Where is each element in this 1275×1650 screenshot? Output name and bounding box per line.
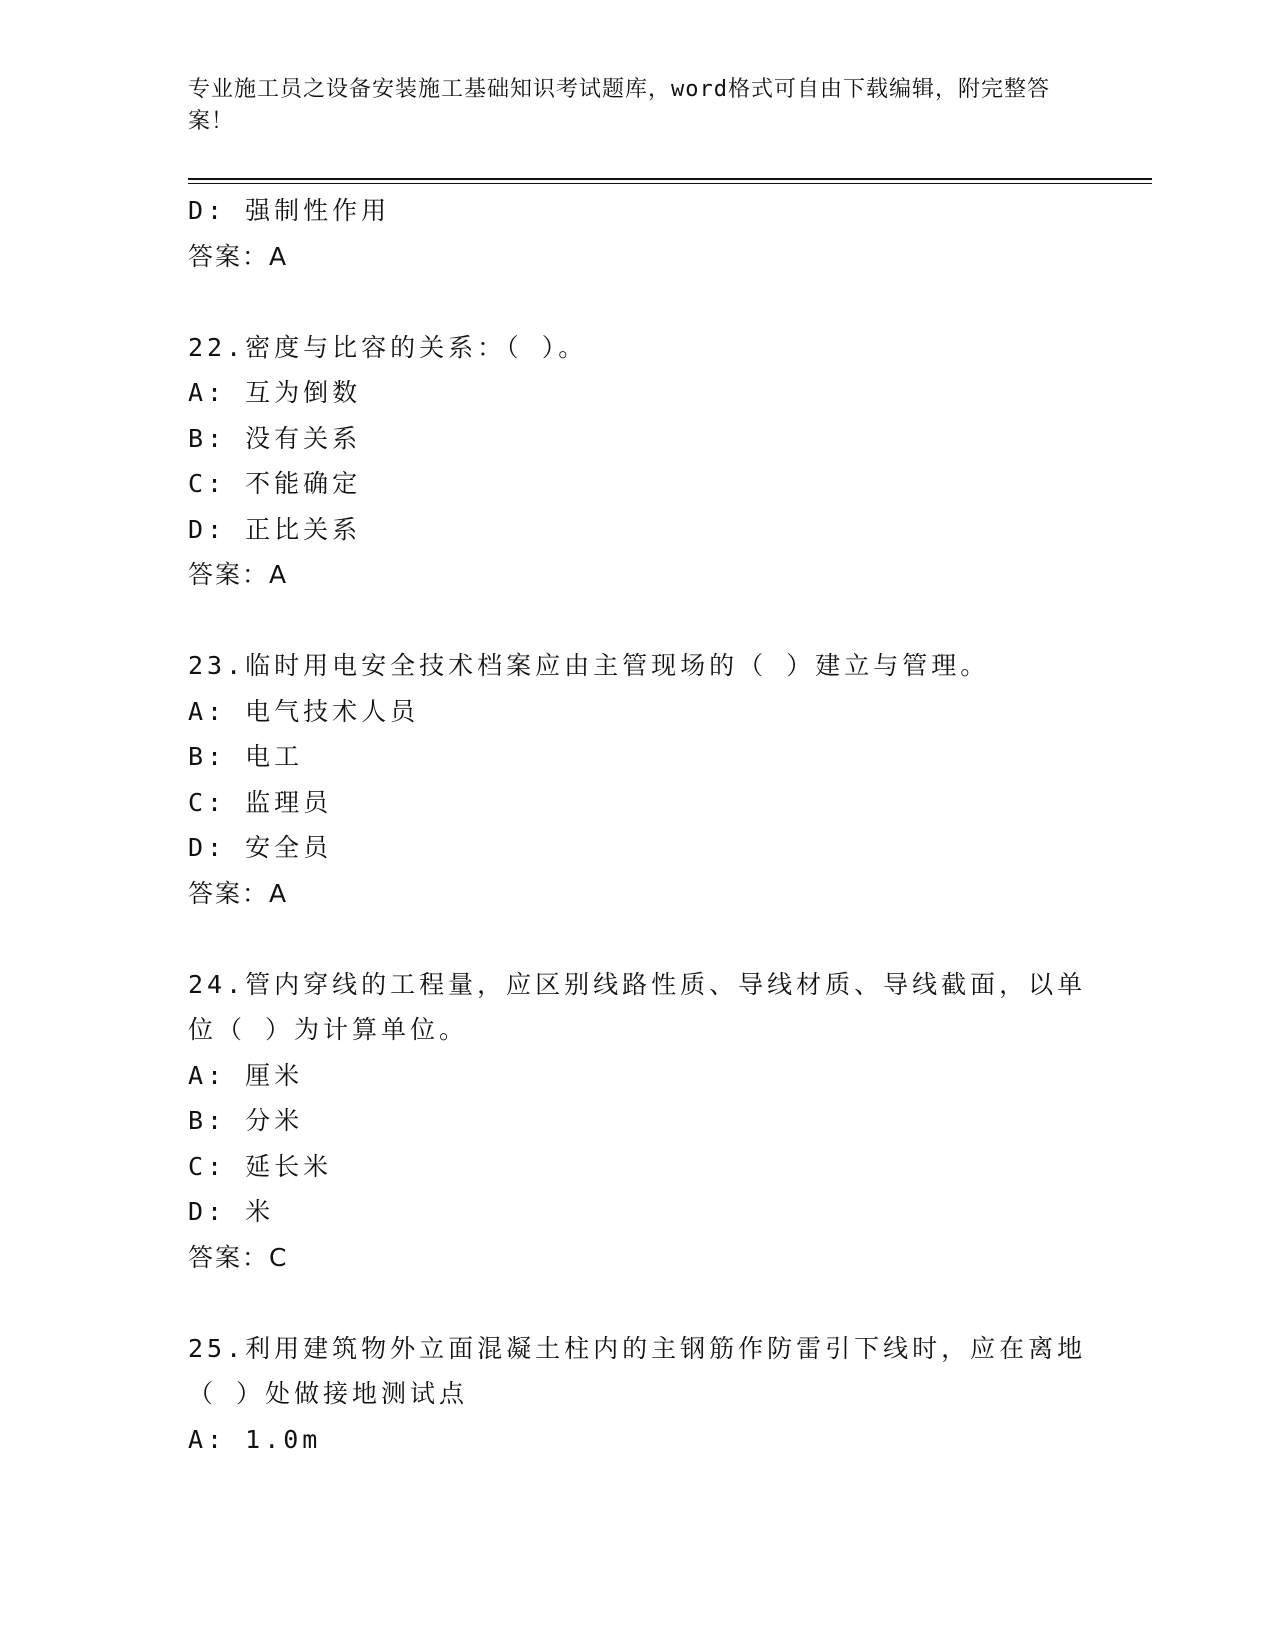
question-stem: 23.临时用电安全技术档案应由主管现场的（ ）建立与管理。 (188, 651, 990, 680)
option-c: C: 延长米 (188, 1151, 333, 1181)
spacer (188, 598, 1088, 644)
option-a: A: 厘米 (188, 1060, 304, 1090)
question-24 (188, 962, 1088, 1281)
answer-line: 答案：A (188, 878, 289, 908)
spacer (188, 279, 1088, 325)
question-23 (188, 643, 1088, 916)
option-d: D: 正比关系 (188, 514, 362, 544)
question-stem-continued: （ ）处做接地测试点 (188, 1379, 469, 1408)
answer-line: 答案：C (188, 1242, 289, 1272)
option-a: A: 互为倒数 (188, 378, 362, 407)
option-d: D: 米 (188, 1197, 275, 1226)
spacer (188, 1280, 1088, 1326)
answer-line: 答案：A (188, 560, 289, 589)
question-list (188, 188, 1088, 1462)
question-stem: 22.密度与比容的关系：（ ）。 (188, 332, 588, 362)
option-b: B: 没有关系 (188, 423, 362, 453)
option-b: B: 电工 (188, 742, 304, 771)
option-a: A: 电气技术人员 (188, 696, 420, 726)
header-divider-thick (188, 178, 1152, 180)
option-b: B: 分米 (188, 1106, 304, 1135)
question-stem: 24.管内穿线的工程量，应区别线路性质、导线材质、导线截面，以单 (188, 969, 1087, 999)
question-25 (188, 1326, 1088, 1463)
option-c: C: 监理员 (188, 787, 333, 817)
option-c: C: 不能确定 (188, 469, 362, 498)
spacer (188, 916, 1088, 962)
option-a: A: 1.0m (188, 1424, 322, 1454)
option-d: D: 安全员 (188, 833, 333, 862)
question-22 (188, 325, 1088, 598)
question-stem-continued: 位（ ）为计算单位。 (188, 1015, 469, 1044)
document-header: 专业施工员之设备安装施工基础知识考试题库，word格式可自由下载编辑，附完整答案！ (188, 77, 1050, 134)
option-d: D: 强制性作用 (188, 196, 391, 225)
question-stem: 25.利用建筑物外立面混凝土柱内的主钢筋作防雷引下线时，应在离地 (188, 1333, 1087, 1363)
answer-line: 答案：A (188, 241, 289, 271)
header-divider-thin (188, 183, 1152, 184)
